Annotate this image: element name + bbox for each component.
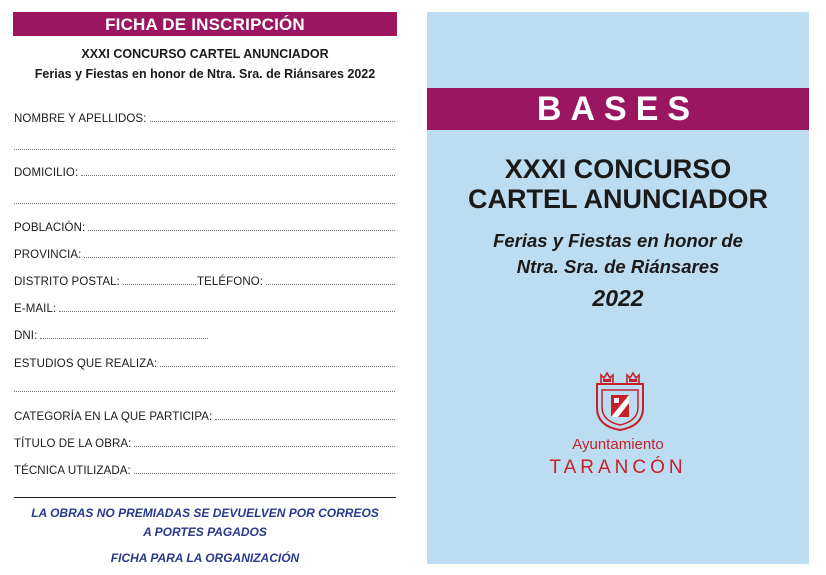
field-postal-line[interactable] <box>123 284 196 285</box>
field-town[interactable] <box>14 218 395 234</box>
field-address-extra-line[interactable] <box>14 203 395 204</box>
field-work-title-line[interactable] <box>134 446 395 447</box>
bases-band: BASES <box>427 88 809 130</box>
field-work-title-label: TÍTULO DE LA OBRA: <box>14 438 132 450</box>
field-province[interactable] <box>14 245 395 261</box>
notice-line1: LA OBRAS NO PREMIADAS SE DEVUELVEN POR CORREOS <box>31 506 379 520</box>
field-category[interactable] <box>14 407 395 423</box>
field-technique-label: TÉCNICA UTILIZADA: <box>14 465 131 477</box>
notice-line2: A PORTES PAGADOS <box>143 525 267 539</box>
taracon-coat-of-arms-icon <box>593 370 647 432</box>
registration-form <box>0 0 410 575</box>
form-title-line2: Ferias y Fiestas en honor de Ntra. Sra. de Riánsares 2022 <box>34 67 376 81</box>
field-dni-line[interactable] <box>40 338 208 339</box>
field-province-line[interactable] <box>84 257 395 258</box>
org-town: TARANCÓN <box>549 457 687 478</box>
cover-year: 2022 <box>592 285 644 311</box>
field-address-label: DOMICILIO: <box>14 167 79 179</box>
field-town-line[interactable] <box>88 230 395 231</box>
field-studies-extra-line[interactable] <box>14 391 395 392</box>
field-category-label: CATEGORÍA EN LA QUE PARTICIPA: <box>14 411 213 423</box>
field-name[interactable] <box>14 109 395 125</box>
form-header: FICHA DE INSCRIPCIÓN <box>13 12 397 36</box>
field-name-line[interactable] <box>150 121 396 122</box>
field-technique-line[interactable] <box>134 473 395 474</box>
cover-subtitle-line2: Ntra. Sra. de Riánsares <box>516 256 720 277</box>
form-title-line1: XXXI CONCURSO CARTEL ANUNCIADOR <box>81 47 329 61</box>
field-province-label: PROVINCIA: <box>14 249 82 261</box>
cover-title-line1: XXXI CONCURSO <box>504 154 732 184</box>
field-address-line[interactable] <box>81 175 395 176</box>
field-name-label: NOMBRE Y APELLIDOS: <box>14 113 147 125</box>
field-email-label: E-MAIL: <box>14 303 57 315</box>
field-phone-label: TELÉFONO: <box>196 276 264 288</box>
field-dni[interactable] <box>14 326 395 342</box>
field-name-extra-line[interactable] <box>14 149 395 150</box>
field-technique[interactable] <box>14 461 395 477</box>
field-town-label: POBLACIÓN: <box>14 222 86 234</box>
form-divider <box>14 497 396 498</box>
field-dni-label: DNI: <box>14 330 38 342</box>
cover-panel <box>427 12 809 564</box>
field-studies-line[interactable] <box>160 366 395 367</box>
field-postal-label: DISTRITO POSTAL: <box>14 276 120 288</box>
field-phone-line[interactable] <box>266 284 395 285</box>
org-name: Ayuntamiento <box>572 436 664 453</box>
field-address[interactable] <box>14 163 395 179</box>
cover-title-line2: CARTEL ANUNCIADOR <box>468 184 768 214</box>
field-category-line[interactable] <box>215 419 395 420</box>
notice-line3: FICHA PARA LA ORGANIZACIÓN <box>110 551 300 565</box>
field-email[interactable] <box>14 299 395 315</box>
field-studies-label: ESTUDIOS QUE REALIZA: <box>14 358 158 370</box>
field-email-line[interactable] <box>59 311 395 312</box>
field-studies[interactable] <box>14 354 395 370</box>
field-work-title[interactable] <box>14 434 395 450</box>
field-postal-phone[interactable] <box>14 272 395 288</box>
cover-subtitle-line1: Ferias y Fiestas en honor de <box>493 230 743 251</box>
